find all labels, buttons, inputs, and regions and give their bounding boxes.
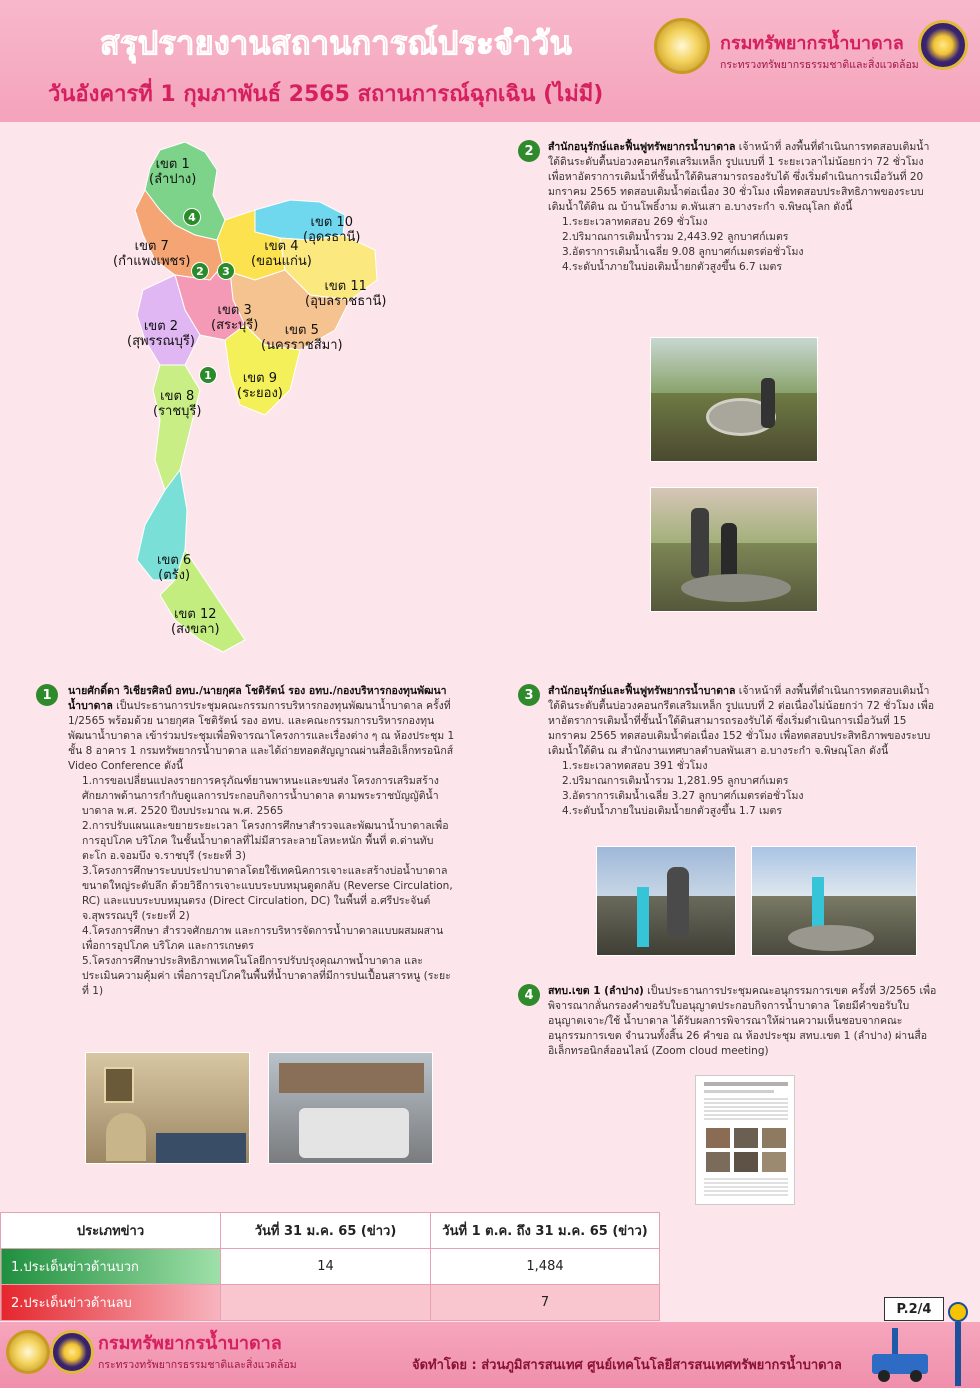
region-label-6: เขต 6 (ตรัง)	[157, 553, 192, 583]
row-label: 2.ประเด็นข่าวด้านลบ	[1, 1285, 221, 1321]
region-8	[153, 365, 200, 490]
dgr-seal-icon	[654, 18, 710, 74]
news-list-item: 3.โครงการศึกษาระบบประปาบาดาลโดยใช้เทคนิคการเจาะและสร้างบ่อน้ำบาดาลขนาดใหญ่ระดับลึก ด้วยวิธีการเจาะแบบระบบหมุนดูดกลับ (Reverse Circulation, RC) และแบบระบบหมุนตรง (Direct Circulation, DC) ในพื้นที่ อ.ศรีประจันต์ จ.สุพรรณบุรี (ระยะที่ 2)	[82, 865, 453, 922]
row-label: 1.ประเด็นข่าวด้านบวก	[1, 1249, 221, 1285]
region-label-11: เขต 11 (อุบลราชธานี)	[305, 279, 387, 309]
recharge-photo-1	[596, 846, 736, 956]
column-header: วันที่ 31 ม.ค. 65 (ข่าว)	[221, 1213, 431, 1249]
footer-org-name: กรมทรัพยากรน้ำบาดาล	[98, 1333, 282, 1354]
news-list-item: 3.อัตราการเติมน้ำเฉลี่ย 3.27 ลูกบาศก์เมตรต่อชั่วโมง	[562, 790, 804, 802]
well-photo-1	[650, 337, 818, 462]
meeting-announcement-image	[695, 1075, 795, 1205]
news-heading: นายศักดิ์ดา วิเชียรศิลป์ อทบ./นายกุศล โชติรัตน์ รอง อทบ./กองบริหารกองทุนพัฒนาน้ำบาดาล	[68, 685, 447, 712]
news-heading: สทบ.เขต 1 (ลำปาง)	[548, 985, 644, 997]
ministry-seal-icon	[50, 1330, 94, 1374]
news-list-item: 1.ระยะเวลาทดสอบ 269 ชั่วโมง	[562, 216, 708, 228]
news-list-item: 3.อัตราการเติมน้ำเฉลี่ย 9.08 ลูกบาศก์เมตรต่อชั่วโมง	[562, 246, 804, 258]
column-header: ประเภทข่าว	[1, 1213, 221, 1249]
region-label-9: เขต 9 (ระยอง)	[237, 371, 283, 401]
news-number-badge: 3	[518, 684, 540, 706]
news-body: เจ้าหน้าที่ ลงพื้นที่ดำเนินการทดสอบเติมน้ำใต้ดินระดับตื้นบ่อวงคอนกรีตเสริมเหล็ก รูปแบบที่ 1 ระยะเวลาไม่น้อยกว่า 72 ชั่วโมง เพื่อหาอัตราการเติมน้ำที่ชั้นน้ำใต้ดินสามารถรองรับได้ ซึ่งเริ่มดำเนินการเมื่อวันที่ 20 มกราคม 2565 ทดสอบเติมน้ำต่อเนื่อง 30 ชั่วโมง เพื่อทดสอบประสิทธิภาพของระบบเติมน้ำใต้ดิน ณ บ้านโพธิ์งาม ต.พันเสา อ.บางระกำ จ.พิษณุโลก ดังนี้	[548, 141, 930, 213]
news-item-2	[524, 140, 940, 275]
news-list-item: 1.การขอเปลี่ยนแปลงรายการครุภัณฑ์ยานพาหนะและขนส่ง โครงการเสริมสร้างศักยภาพด้านการกำกับดูแลการประกอบกิจการน้ำบาดาล ตามพระราชบัญญัติน้ำบาดาล พ.ศ. 2520 ปีงบประมาณ พ.ศ. 2565	[82, 775, 439, 817]
table-header-row	[1, 1213, 660, 1249]
news-summary-table	[0, 1212, 660, 1321]
page-title: สรุปรายงานสถานการณ์ประจำวัน	[100, 24, 573, 62]
news-item-4	[524, 984, 940, 1059]
news-heading: สำนักอนุรักษ์และฟื้นฟูทรัพยากรน้ำบาดาล	[548, 141, 736, 153]
page-header	[0, 0, 980, 122]
news-item-1	[42, 684, 456, 999]
page-number: P.2/4	[884, 1297, 944, 1321]
recharge-photo-2	[751, 846, 917, 956]
thailand-region-map	[105, 140, 405, 660]
page-subtitle: วันอังคารที่ 1 กุมภาพันธ์ 2565 สถานการณ์ฉุกเฉิน (ไม่มี)	[48, 82, 604, 107]
news-list-item: 5.โครงการศึกษาประสิทธิภาพเทคโนโลยีการปรับปรุงคุณภาพน้ำบาดาล และประเมินความคุ้มค่า เพื่อการอุปโภคในพื้นที่น้ำบาดาลที่มีการปนเปื้อนสารหนู (ระยะที่ 1)	[82, 955, 451, 997]
ministry-seal-icon	[918, 20, 968, 70]
region-label-8: เขต 8 (ราชบุรี)	[153, 389, 202, 419]
news-list-item: 1.ระยะเวลาทดสอบ 391 ชั่วโมง	[562, 760, 708, 772]
news-heading: สำนักอนุรักษ์และฟื้นฟูทรัพยากรน้ำบาดาล	[548, 685, 736, 697]
table-cell: 7	[431, 1285, 660, 1321]
table-cell	[221, 1285, 431, 1321]
news-item-3	[524, 684, 940, 819]
ministry-name: กระทรวงทรัพยากรธรรมชาติและสิ่งแวดล้อม	[720, 59, 919, 71]
org-name: กรมทรัพยากรน้ำบาดาล	[720, 33, 904, 54]
news-list-item: 2.ปริมาณการเติมน้ำรวม 2,443.92 ลูกบาศก์เมตร	[562, 231, 789, 243]
table-cell: 14	[221, 1249, 431, 1285]
column-header: วันที่ 1 ต.ค. ถึง 31 ม.ค. 65 (ข่าว)	[431, 1213, 660, 1249]
region-label-3: เขต 3 (สระบุรี)	[211, 303, 259, 333]
news-number-badge: 2	[518, 140, 540, 162]
news-body: เป็นประธานการประชุมคณะอนุกรรมการเขต ครั้งที่ 3/2565 เพื่อพิจารณากลั่นกรองคำขอรับใบอนุญาตประกอบกิจการน้ำบาดาล โดยมีคำขอรับใบอนุญาตเจาะ/ใช้ น้ำบาดาล ได้รับผลการพิจารณาให้ผ่านความเห็นชอบจากคณะอนุกรรมการเขต จำนวนทั้งสิ้น 26 คำขอ ณ ห้องประชุม สทบ.เขต 1 (ลำปาง) ผ่านสื่ออิเล็กทรอนิกส์ออนไลน์ (Zoom cloud meeting)	[548, 985, 937, 1057]
region-label-12: เขต 12 (สงขลา)	[171, 607, 220, 637]
news-number-badge: 4	[518, 984, 540, 1006]
region-label-4: เขต 4 (ขอนแก่น)	[251, 239, 312, 269]
news-list-item: 2.ปริมาณการเติมน้ำรวม 1,281.95 ลูกบาศก์เมตร	[562, 775, 789, 787]
news-list-item: 4.ระดับน้ำภายในบ่อเติมน้ำยกตัวสูงขึ้น 1.7 เมตร	[562, 805, 782, 817]
news-body: เป็นประธานการประชุมคณะกรรมการบริหารกองทุนพัฒนาน้ำบาดาล ครั้งที่ 1/2565 พร้อมด้วย นายกุศล โชติรัตน์ รอง อทบ. และคณะกรรมการบริหารกองทุนพัฒนาน้ำบาดาล เข้าร่วมประชุมเพื่อพิจารณาโครงการและเรื่องต่าง ๆ ณ ห้องประชุม 1 ชั้น 8 อาคาร 1 กรมทรัพยากรน้ำบาดาล และได้ถ่ายทอดสัญญาณผ่านสื่ออิเล็กทรอนิกส์ Video Conference ดังนี้	[68, 700, 455, 772]
news-number-badge: 1	[36, 684, 58, 706]
news-list-item: 4.ระดับน้ำภายในบ่อเติมน้ำยกตัวสูงขึ้น 6.7 เมตร	[562, 261, 782, 273]
region-label-2: เขต 2 (สุพรรณบุรี)	[127, 319, 195, 349]
footer-ministry-name: กระทรวงทรัพยากรธรรมชาติและสิ่งแวดล้อม	[98, 1359, 297, 1371]
region-label-7: เขต 7 (กำแพงเพชร)	[113, 239, 191, 269]
map-badge-2: 2	[191, 262, 209, 280]
map-badge-4: 4	[183, 208, 201, 226]
map-badge-1: 1	[199, 366, 217, 384]
table-row	[1, 1249, 660, 1285]
news-list-item: 2.การปรับแผนและขยายระยะเวลา โครงการศึกษาสำรวจและพัฒนาน้ำบาดาลเพื่อการอุปโภค บริโภค ในชั้นน้ำบาดาลที่ไม่มีสารละลายโลหะหนัก พื้นที่ ต.ด่านทับตะโก อ.จอมบึง จ.ราชบุรี (ระยะที่ 3)	[82, 820, 449, 862]
map-badge-3: 3	[217, 262, 235, 280]
groundwater-pump-icon	[944, 1302, 972, 1386]
region-label-10: เขต 10 (อุดรธานี)	[303, 215, 361, 245]
meeting-photo-2	[268, 1052, 433, 1164]
news-body: เจ้าหน้าที่ ลงพื้นที่ดำเนินการทดสอบเติมน้ำใต้ดินระดับตื้นบ่อวงคอนกรีตเสริมเหล็ก รูปแบบที่ 2 ต่อเนื่องไม่น้อยกว่า 72 ชั่วโมง เพื่อหาอัตราการเติมน้ำที่ชั้นน้ำใต้ดินสามารถรองรับได้ ซึ่งเริ่มดำเนินการเมื่อวันที่ 15 มกราคม 2565 ทดสอบเติมน้ำต่อเนื่อง 152 ชั่วโมง เพื่อทดสอบประสิทธิภาพของระบบเติมน้ำใต้ดิน ณ สำนักงานเทศบาลตำบลพันเสา อ.บางระกำ จ.พิษณุโลก ดังนี้	[548, 685, 935, 757]
news-list-item: 4.โครงการศึกษา สำรวจศักยภาพ และการบริหารจัดการน้ำบาดาลแบบผสมผสานเพื่อการอุปโภค บริโภค และการเกษตร	[82, 925, 444, 952]
drilling-truck-icon	[872, 1328, 932, 1382]
page-footer	[0, 1322, 980, 1388]
well-photo-2	[650, 487, 818, 612]
meeting-photo-1	[85, 1052, 250, 1164]
table-row	[1, 1285, 660, 1321]
table-cell: 1,484	[431, 1249, 660, 1285]
region-label-1: เขต 1 (ลำปาง)	[149, 157, 197, 187]
region-label-5: เขต 5 (นครราชสีมา)	[261, 323, 343, 353]
footer-credit: จัดทำโดย : ส่วนภูมิสารสนเทศ ศูนย์เทคโนโลยีสารสนเทศทรัพยากรน้ำบาดาล	[412, 1358, 842, 1373]
dgr-seal-icon	[6, 1330, 50, 1374]
